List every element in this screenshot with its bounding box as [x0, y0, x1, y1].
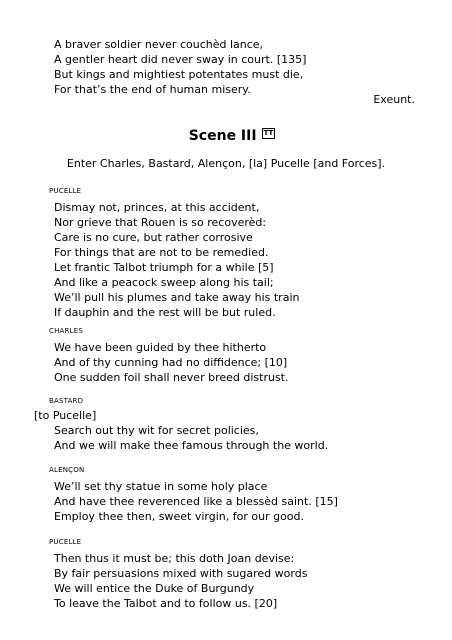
entrance-stage-direction: Enter Charles, Bastard, Alençon, [la] Pucelle [and Forces]. — [66, 157, 386, 170]
speaker-name: ALENÇON — [49, 466, 85, 474]
verse-line: We have been guided by thee hitherto — [54, 341, 267, 354]
verse-line: We will entice the Duke of Burgundy — [54, 582, 255, 595]
speaker-name: BASTARD — [49, 397, 84, 405]
verse-line: A gentler heart did never sway in court. [135] — [54, 53, 307, 66]
verse-line: But kings and mightiest potentates must die, — [54, 68, 304, 81]
speech-direction: [to Pucelle] — [34, 409, 97, 422]
verse-line: And like a peacock sweep along his tail; — [54, 276, 274, 289]
scene-heading — [0, 127, 452, 145]
verse-line: For things that are not to be remedied. — [54, 246, 269, 259]
verse-line: By fair persuasions mixed with sugared words — [54, 567, 308, 580]
verse-line: Employ thee then, sweet virgin, for our good. — [54, 510, 305, 523]
verse-line: To leave the Talbot and to follow us. [20] — [54, 597, 278, 610]
verse-line: For that’s the end of human misery. — [54, 83, 251, 96]
verse-line: Dismay not, princes, at this accident, — [54, 201, 260, 214]
speech-block — [54, 340, 289, 385]
speech-block — [54, 200, 299, 320]
verse-line: If dauphin and the rest will be but ruled. — [54, 306, 276, 319]
verse-line: And we will make thee famous through the world. — [54, 439, 329, 452]
verse-line: We’ll set thy statue in some holy place — [54, 480, 268, 493]
speech-block — [54, 479, 338, 524]
scene-title: Scene III — [188, 128, 257, 144]
verse-line: Search out thy wit for secret policies, — [54, 424, 259, 437]
verse-line: And of thy cunning had no diffidence; [10] — [54, 356, 288, 369]
verse-block-previous-scene — [54, 37, 306, 97]
speaker-name: PUCELLE — [49, 187, 82, 195]
speaker-name: PUCELLE — [49, 538, 82, 546]
exeunt-stage-direction: Exeunt. — [373, 93, 415, 106]
verse-line: And have thee reverenced like a blessèd saint. [15] — [54, 495, 338, 508]
speaker-name: CHARLES — [49, 327, 83, 335]
verse-line: One sudden foil shall never breed distrust. — [54, 371, 289, 384]
verse-line: Let frantic Talbot triumph for a while [5] — [54, 261, 274, 274]
verse-line: Nor grieve that Rouen is so recoverèd: — [54, 216, 267, 229]
verse-line: We’ll pull his plumes and take away his train — [54, 291, 300, 304]
verse-line: A braver soldier never couchèd lance, — [54, 38, 264, 51]
tt-badge-icon[interactable]: TT — [263, 129, 274, 137]
verse-line: Care is no cure, but rather corrosive — [54, 231, 253, 244]
speech-block — [54, 423, 328, 453]
speech-block — [54, 551, 307, 611]
verse-line: Then thus it must be; this doth Joan devise: — [54, 552, 295, 565]
